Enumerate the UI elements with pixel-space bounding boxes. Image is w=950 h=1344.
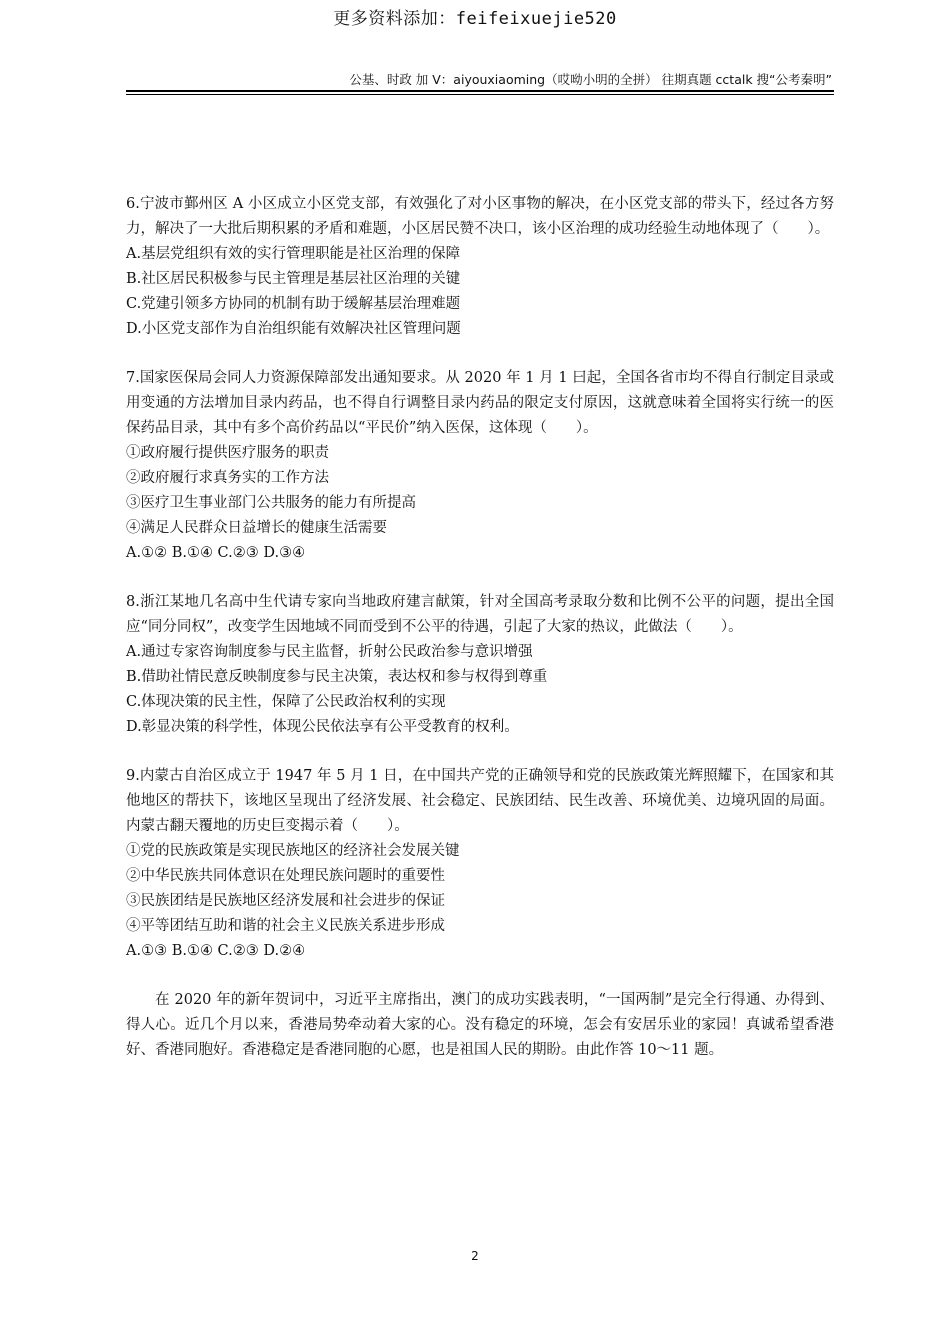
option: ②政府履行求真务实的工作方法 — [126, 470, 329, 486]
option: ④平等团结互助和谐的社会主义民族关系进步形成 — [126, 918, 445, 934]
option: D.彰显决策的科学性，体现公民依法享有公平受教育的权利。 — [126, 719, 519, 735]
option: ③民族团结是民族地区经济发展和社会进步的保证 — [126, 893, 445, 909]
top-banner: 更多资料添加：feifeixuejie520 — [333, 9, 617, 29]
reading-passage: 在 2020 年的新年贺词中，习近平主席指出，澳门的成功实践表明，“一国两制”是完全行得通、办得到、得人心。近几个月以来，香港局势牵动着大家的心。没有稳定的环境，怎会有安居乐业的家园！真诚希望香港好、香港同胞好。香港稳定是香港同胞的心愿，也是祖国人民的期盼。由此作答 10～11 题。 — [126, 992, 834, 1058]
option: A.通过专家咨询制度参与民主监督，折射公民政治参与意识增强 — [126, 644, 533, 660]
option: A.基层党组织有效的实行管理职能是社区治理的保障 — [126, 246, 461, 262]
question-6 — [126, 192, 834, 342]
header-rule-thin — [126, 94, 834, 95]
option: ②中华民族共同体意识在处理民族问题时的重要性 — [126, 868, 445, 884]
answer-choices: A.①② B.①④ C.②③ D.③④ — [126, 545, 306, 561]
page-content — [126, 192, 834, 1063]
page-header: 公基、时政 加 V：aiyouxiaoming（哎呦小明的全拼） 往期真题 cctalk 搜“公考秦明” — [349, 72, 832, 87]
question-stem: 7.国家医保局会同人力资源保障部发出通知要求。从 2020 年 1 月 1 曰起，全国各省市均不得自行制定目录或用变通的方法增加目录内药品，也不得自行调整目录内药品的限定支付原因，这就意味着全国将实行统一的医保药品目录，其中有多个高价药品以“平民价”纳入医保，这体现（ ）。 — [126, 370, 834, 436]
question-stem: 9.内蒙古自治区成立于 1947 年 5 月 1 日，在中国共产党的正确领导和党的民族政策光辉照耀下，在国家和其他地区的帮扶下，该地区呈现出了经济发展、社会稳定、民族团结、民生改善、环境优美、边境巩固的局面。内蒙古翻天覆地的历史巨变揭示着（ ）。 — [126, 768, 834, 834]
option: B.社区居民积极参与民主管理是基层社区治理的关键 — [126, 271, 461, 287]
question-stem: 6.宁波市鄞州区 A 小区成立小区党支部，有效强化了对小区事物的解决，在小区党支部的带头下，经过各方努力，解决了一大批后期积累的矛盾和难题，小区居民赞不决口，该小区治理的成功经验生动地体现了（ ）。 — [126, 196, 834, 237]
option: ③医疗卫生事业部门公共服务的能力有所提高 — [126, 495, 416, 511]
header-rule-thick — [126, 90, 834, 92]
option: B.借助社情民意反映制度参与民主决策，表达权和参与权得到尊重 — [126, 669, 548, 685]
question-7 — [126, 366, 834, 566]
option: ①政府履行提供医疗服务的职责 — [126, 445, 329, 461]
option: ①党的民族政策是实现民族地区的经济社会发展关键 — [126, 843, 460, 859]
option: C.体现决策的民主性，保障了公民政治权利的实现 — [126, 694, 446, 710]
page-number: 2 — [471, 1249, 479, 1263]
question-8 — [126, 590, 834, 740]
option: D.小区党支部作为自治组织能有效解决社区管理问题 — [126, 321, 461, 337]
option: ④满足人民群众日益增长的健康生活需要 — [126, 520, 387, 536]
answer-choices: A.①③ B.①④ C.②③ D.②④ — [126, 943, 306, 959]
question-stem: 8.浙江某地几名高中生代请专家向当地政府建言献策，针对全国高考录取分数和比例不公平的问题，提出全国应“同分同权”，改变学生因地域不同而受到不公平的待遇，引起了大家的热议，此做法（ ）。 — [126, 594, 834, 635]
question-9 — [126, 764, 834, 964]
option: C.党建引领多方协同的机制有助于缓解基层治理难题 — [126, 296, 461, 312]
